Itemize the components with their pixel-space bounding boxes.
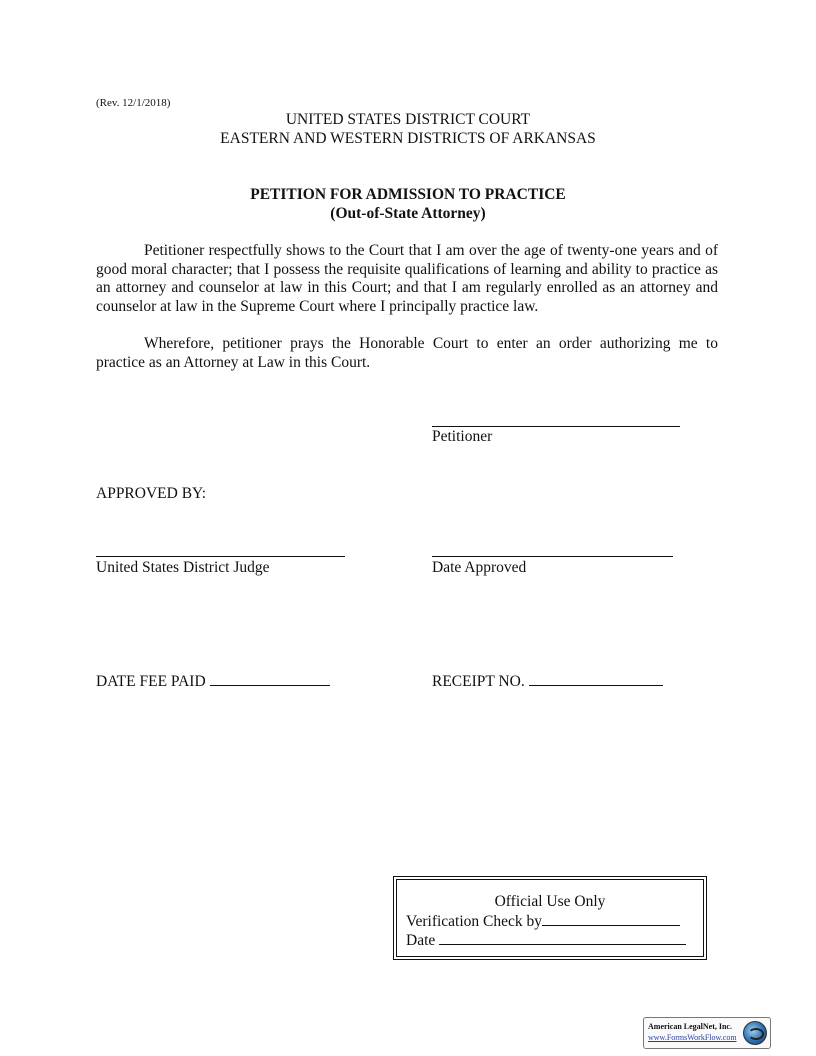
official-date-field[interactable] xyxy=(439,930,686,945)
document-subtitle: (Out-of-State Attorney) xyxy=(330,205,486,222)
official-use-inner xyxy=(396,879,704,957)
petitioner-label: Petitioner xyxy=(432,428,493,445)
receipt-no-field[interactable] xyxy=(529,671,663,686)
receipt-no-row xyxy=(432,671,663,691)
date-fee-paid-field[interactable] xyxy=(210,671,330,686)
official-use-box xyxy=(393,876,707,960)
verification-label: Verification Check by xyxy=(406,913,543,930)
petition-paragraph-2 xyxy=(96,335,718,372)
verification-row xyxy=(406,911,680,931)
petitioner-signature-line[interactable] xyxy=(432,426,680,427)
petition-text-2: Wherefore, petitioner prays the Honorable Court to enter an order authorizing me to practice as an Attorney at Law in this Court. xyxy=(96,335,718,371)
judge-label: United States District Judge xyxy=(96,559,270,576)
globe-icon xyxy=(743,1021,767,1045)
petition-paragraph-1 xyxy=(96,242,718,316)
revision-date: (Rev. 12/1/2018) xyxy=(96,97,171,109)
approved-by-label: APPROVED BY: xyxy=(96,485,207,502)
american-legalnet-logo[interactable] xyxy=(643,1017,771,1049)
court-name: UNITED STATES DISTRICT COURT xyxy=(285,111,531,128)
official-use-title: Official Use Only xyxy=(494,893,606,910)
court-districts: EASTERN AND WESTERN DISTRICTS OF ARKANSAS xyxy=(220,130,596,147)
date-fee-paid-row xyxy=(96,671,330,691)
logo-url[interactable]: www.FormsWorkFlow.com xyxy=(648,1033,737,1042)
receipt-no-label: RECEIPT NO. xyxy=(432,673,525,690)
date-fee-paid-label: DATE FEE PAID xyxy=(96,673,206,690)
petition-text-1: Petitioner respectfully shows to the Court that I am over the age of twenty-one years and of good moral character; that I possess the requisite qualifications of learning and ability to practice as an attorney and counselor at law in this Court; and that I am regularly enrolled as an attorney and counselor at law in the Supreme Court where I principally practice law. xyxy=(96,242,718,315)
document-title: PETITION FOR ADMISSION TO PRACTICE xyxy=(250,186,566,203)
official-date-row xyxy=(406,930,686,950)
judge-signature-line[interactable] xyxy=(96,556,345,557)
logo-company-name: American LegalNet, Inc. xyxy=(648,1022,732,1031)
date-approved-line[interactable] xyxy=(432,556,673,557)
date-approved-label: Date Approved xyxy=(432,559,527,576)
official-date-label: Date xyxy=(406,932,436,949)
verification-field[interactable] xyxy=(542,911,680,926)
